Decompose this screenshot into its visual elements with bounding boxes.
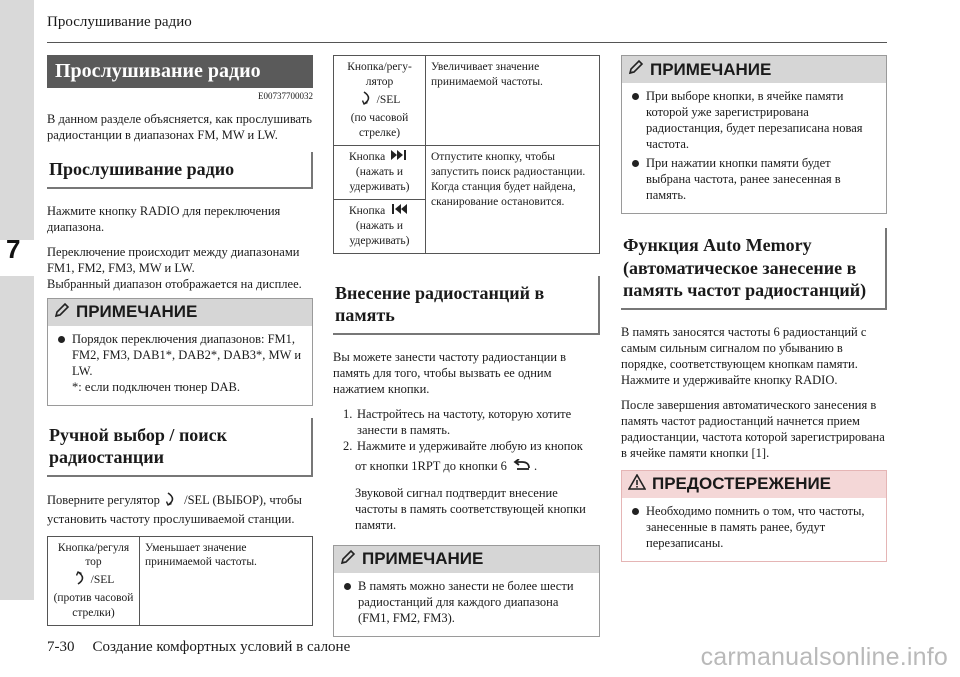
watermark: carmanualsonline.info [700, 643, 948, 671]
confirm-text: Звуковой сигнал подтвердит внесение частоты в память соответствующей кнопки памяти. [355, 485, 586, 532]
control-key-a: Кнопка [348, 150, 386, 163]
note-bullet [56, 331, 304, 395]
note-text: В память можно занести не более шести радиостанций для каждого диапазона (FM1, FM2, FM3). [358, 578, 574, 625]
note-box [333, 545, 600, 637]
auto-memory-text-1: В память заносятся частоты 6 радиостанций с самым сильным сигналом по убыванию в порядке, соответствующем кнопкам памяти. Нажмите и удерживайте кнопку RADIO. [621, 324, 867, 387]
control-key-b: /SEL [376, 93, 401, 106]
tune-text-b: /SEL (ВЫБОР), чтобы установить частоту прослушиваемой станции. [47, 492, 302, 526]
control-key-a: Кнопка/регуля тор [57, 541, 130, 569]
note-footnote: *: если подключен тюнер DAB. [72, 379, 240, 394]
band-switch-line2: Выбранный диапазон отображается на дисплее. [47, 276, 302, 291]
tuning-knob-cw-icon [362, 90, 374, 111]
band-switch-line1: Переключение происходит между диапазонами FM1, FM2, FM3, MW и LW. [47, 244, 300, 275]
control-key-c: (по часовой стрелке) [350, 111, 409, 139]
table-row [334, 145, 600, 199]
radio-button-text: Нажмите кнопку RADIO для переключения диапазона. [47, 203, 281, 234]
main-title: Прослушивание радио [47, 55, 313, 88]
warning-text: Необходимо помнить о том, что частоты, занесенные в память ранее, будут перезаписаны. [646, 503, 865, 550]
note-text: При нажатии кнопки памяти будет выбрана частота, ранее занесенная в память. [646, 156, 841, 202]
intro-text: В данном разделе объясняется, как прослушивать радиостанции в диапазонах FM, MW и LW. [47, 112, 312, 142]
steps-list [343, 406, 600, 454]
control-key-knob [339, 90, 420, 111]
note-body [622, 83, 886, 213]
warning-bullet [630, 503, 878, 551]
step-item [343, 438, 600, 454]
control-key-a: Кнопка [348, 204, 386, 217]
control-key-seek-up [339, 150, 420, 165]
step2-tail: . [534, 458, 538, 473]
note-header [48, 299, 312, 326]
control-value-cell: Уменьшает значение принимаемой частоты. [140, 536, 313, 626]
tuning-knob-icon [166, 491, 178, 511]
bullet-dot [632, 93, 639, 100]
doc-code: E00737700032 [258, 91, 313, 101]
section-title-manual: Ручной выбор / поиск радиостанции [47, 418, 313, 477]
section-title-auto-memory: Функция Auto Memory (автоматическое занесение в память частот радиостанций) [621, 228, 887, 310]
header-rule [47, 42, 887, 43]
control-value-cell: Отпустите кнопку, чтобы запустить поиск радиостанции. Когда станция будет найдена, сканирование остановится. [426, 145, 600, 253]
auto-memory-text-2: После завершения автоматического занесения в память частот радиостанций начнется прием радиостанции, частота которой зарегистрирована в ячейке памяти кнопки [1]. [621, 397, 885, 460]
note-body [48, 326, 312, 405]
tune-text [47, 491, 313, 527]
note-header [334, 546, 599, 573]
warning-label: ПРЕДОСТЕРЕЖЕНИЕ [652, 474, 832, 493]
step-text: Настройтесь на частоту, которую хотите занести в память. [357, 406, 572, 437]
control-key-c: (против часовой стрелки) [53, 592, 134, 620]
note-label: ПРИМЕЧАНИЕ [362, 549, 484, 569]
step2-continuation [355, 458, 600, 475]
bullet-dot [632, 508, 639, 515]
note-bullet [630, 88, 878, 152]
note-bullet [342, 578, 591, 626]
control-table-1 [47, 536, 313, 627]
control-key-seek-down [339, 204, 420, 219]
column-right [621, 55, 887, 574]
table-row [48, 536, 313, 626]
step-number: 1. [343, 406, 353, 421]
control-key-b: (нажать и удерживать) [349, 165, 410, 193]
running-header: Прослушивание радио [47, 14, 192, 30]
tune-text-a: Поверните регулятор [47, 492, 160, 507]
control-value-cell: Увеличивает значение принимаемой частоты. [426, 56, 600, 146]
warning-box [621, 470, 887, 562]
control-key-knob [53, 570, 134, 591]
step2-cont-text: от кнопки 1RPT до кнопки 6 [355, 458, 507, 473]
footer-section: Создание комфортных условий в салоне [92, 639, 351, 655]
step-number: 2. [343, 438, 353, 453]
control-key-a: Кнопка/регу- лятор [347, 61, 412, 88]
chapter-number: 7 [6, 234, 21, 264]
note-box [621, 55, 887, 214]
tuning-knob-ccw-icon [76, 570, 88, 591]
skip-forward-icon [391, 150, 407, 165]
bullet-dot [58, 336, 65, 343]
note-label: ПРИМЕЧАНИЕ [650, 59, 772, 79]
note-text: Порядок переключения диапазонов: FM1, FM2, FM3, DAB1*, DAB2*, DAB3*, MW и LW. [72, 331, 302, 378]
control-key-b: (нажать и удерживать) [349, 219, 410, 247]
page-footer [47, 639, 350, 656]
control-table-2 [333, 55, 600, 254]
step-item [343, 406, 600, 438]
note-box [47, 298, 313, 406]
pencil-icon [54, 302, 76, 323]
control-key-cell [334, 145, 426, 199]
warning-triangle-icon [628, 474, 652, 495]
page-number: 7-30 [47, 639, 75, 655]
column-left [47, 55, 313, 626]
bullet-dot [344, 583, 351, 590]
control-key-b: /SEL [90, 574, 115, 587]
table-row [334, 56, 600, 146]
control-key-cell [48, 536, 140, 626]
return-arrow-icon [513, 459, 531, 475]
warning-header [622, 471, 886, 498]
section-title-memory: Внесение радиостанций в память [333, 276, 600, 335]
bullet-dot [632, 160, 639, 167]
warning-body [622, 498, 886, 561]
section-title-listening: Прослушивание радио [47, 152, 313, 189]
control-key-cell [334, 199, 426, 253]
skip-back-icon [391, 204, 407, 219]
note-text: При выборе кнопки, в ячейке памяти которой уже зарегистрирована радиостанция, будет перезаписана новая частота. [646, 89, 863, 151]
note-label: ПРИМЕЧАНИЕ [76, 302, 198, 321]
pencil-icon [340, 549, 362, 570]
pencil-icon [628, 59, 650, 80]
note-body [334, 573, 599, 636]
band-switch-text [47, 244, 313, 292]
control-key-cell [334, 56, 426, 146]
note-bullet [630, 155, 878, 203]
chapter-sidebar [0, 0, 34, 600]
step-text: Нажмите и удерживайте любую из кнопок [357, 438, 583, 453]
note-header [622, 56, 886, 83]
memory-intro: Вы можете занести частоту радиостанции в память для того, чтобы вызвать ее одним нажатием кнопки. [333, 349, 567, 396]
column-middle [333, 55, 600, 649]
